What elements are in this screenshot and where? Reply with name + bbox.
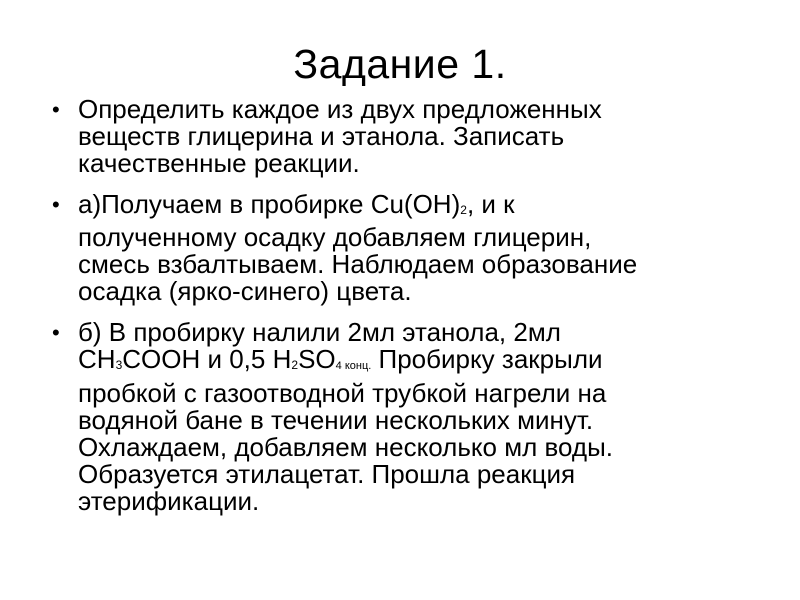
bullet-icon: • [52,97,60,122]
bullet-item-task [48,96,758,177]
text-line: полученному осадку добавляем глицерин, [78,222,592,252]
subscript: 2 [291,358,299,372]
subscript: 3 [115,358,123,372]
text-segment: , и к [466,189,515,219]
text-line: этерификации. [78,486,260,516]
subscript: 4 конц. [335,360,372,372]
text-line: Образуется этилацетат. Прошла реакция [78,459,576,489]
text-line [78,346,758,380]
text-line: Определить каждое из двух предложенных [78,94,602,124]
text-line: Охлаждаем, добавляем несколько мл воды. [78,432,613,462]
text-segment: а)Получаем в пробирке Cu(OH) [78,189,461,219]
text-line: смесь взбалтываем. Наблюдаем образование [78,249,638,279]
text-line: качественные реакции. [78,148,360,178]
bullet-item-ethanol [48,319,758,515]
bullet-icon: • [52,192,60,217]
text-segment: COOH и 0,5 H [122,344,292,374]
text-line: пробкой с газоотводной трубкой нагрели на [78,378,607,408]
text-segment: Пробирку закрыли [371,344,603,374]
text-line: веществ глицерина и этанола. Записать [78,121,565,151]
text-line: б) В пробирку налили 2мл этанола, 2мл [78,317,561,347]
bullet-item-glycerol [48,191,758,305]
text-segment: CH [78,344,116,374]
slide-content [48,96,758,529]
text-segment: SO [298,344,336,374]
bullet-icon: • [52,320,60,345]
text-line: водяной бане в течении нескольких минут. [78,405,594,435]
text-line [78,191,758,224]
text-line: осадка (ярко-синего) цвета. [78,276,412,306]
slide-title: Задание 1. [293,41,507,87]
subscript: 2 [460,203,467,217]
